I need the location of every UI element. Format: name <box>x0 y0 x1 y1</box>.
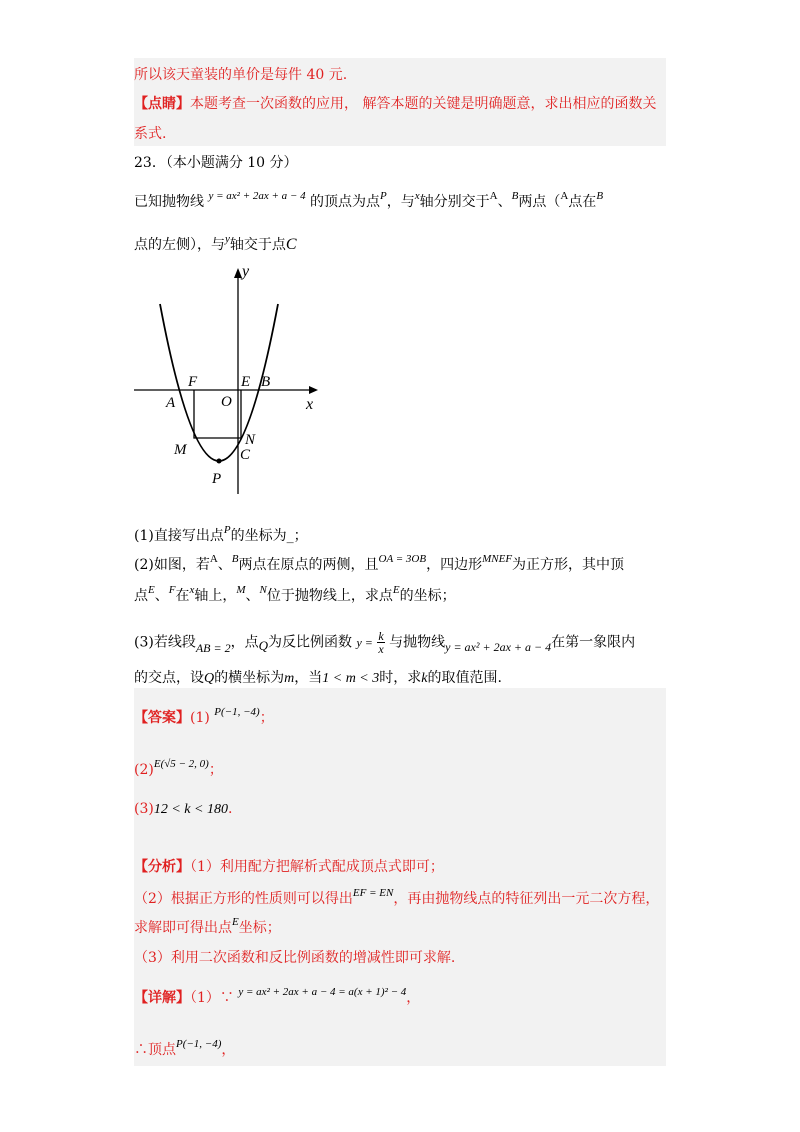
point-m: M <box>236 584 246 596</box>
point-b: B <box>231 553 239 565</box>
point-a: A <box>560 190 569 202</box>
question-3 <box>134 630 635 655</box>
parabola-equation: y = ax² + 2ax + a − 4 <box>445 639 552 654</box>
stem-text: ，与 <box>386 194 415 210</box>
answer-1 <box>134 708 274 729</box>
stem-text: 的顶点为点 <box>310 194 381 210</box>
analysis-text: （1）利用配方把解析式配成顶点式即可； <box>190 859 444 875</box>
analysis-line-2 <box>134 889 659 910</box>
q1-text: (1)直接写出点 <box>134 528 224 544</box>
point-c: C <box>285 236 297 253</box>
point-n: N <box>259 584 267 596</box>
q2-text: ，四边形 <box>426 557 483 573</box>
stem-line-2 <box>134 235 297 256</box>
therefore-text: ∴顶点 <box>134 1042 176 1058</box>
label-x: x <box>306 396 314 413</box>
point-b: B <box>596 190 604 202</box>
prev-comment <box>134 94 656 114</box>
square-name: MNEF <box>482 553 513 565</box>
q1-text: 的坐标为_； <box>230 528 308 544</box>
q2-text: 为正方形，其中顶 <box>512 557 625 573</box>
q2-text: 位于抛物线上，求点 <box>266 588 393 604</box>
prev-conclusion: 所以该天童装的单价是每件 40 元. <box>134 67 348 83</box>
vertex-point <box>217 459 222 464</box>
answer-2 <box>134 760 223 781</box>
label-y: y <box>242 263 250 280</box>
analysis-tag: 【分析】 <box>134 859 190 875</box>
point-q: Q <box>258 637 268 653</box>
q2-text: 在 <box>175 588 190 604</box>
answer-2-value: E(√5 − 2, 0) <box>153 758 209 770</box>
stem-line-1 <box>134 192 603 213</box>
x-var: x <box>189 584 195 596</box>
answer-punct: ； <box>259 710 274 726</box>
answer-num: (1) <box>190 710 210 726</box>
q2-text: 、 <box>217 557 232 573</box>
point-b: B <box>511 190 519 202</box>
var-k: k <box>421 671 428 686</box>
stem-text: 点在 <box>568 194 597 210</box>
answer-1-value: P(−1, −4) <box>214 706 260 718</box>
problem-header: 23．（本小题满分 10 分） <box>134 155 298 171</box>
label-a: A <box>166 395 176 411</box>
oa-eq: OA = 3OB <box>378 553 427 565</box>
q3-text: ，当 <box>294 670 323 686</box>
detail-line-1 <box>134 988 420 1009</box>
answer-3-value: 12 < k < 180 <box>153 802 228 817</box>
label-b: B <box>261 374 271 390</box>
answer-3 <box>134 799 232 820</box>
q3-text: 的交点，设 <box>134 670 204 686</box>
q3-text: 时，求 <box>379 670 422 686</box>
comment-line1: 本题考查一次函数的应用， 解答本题的关键是明确题意，求出相应的函数关 <box>190 96 657 112</box>
x-axis-arrow <box>309 386 318 394</box>
q2-text: 的坐标； <box>399 588 456 604</box>
vertex-value: P(−1, −4) <box>176 1038 222 1050</box>
q2-text: 、 <box>245 588 260 604</box>
ab-eq: AB = 2 <box>195 640 231 655</box>
point-e: E <box>148 584 155 596</box>
question-2 <box>134 555 624 576</box>
detail-line-2 <box>134 1040 235 1061</box>
label-n: N <box>245 432 256 448</box>
point-f: F <box>168 584 176 596</box>
fraction-denominator: x <box>378 642 384 656</box>
detail-tag: 【详解】 <box>134 990 190 1006</box>
detail-punct: ， <box>221 1042 236 1058</box>
q2-text: 两点在原点的两侧，且 <box>238 557 379 573</box>
fraction-k-over-x <box>377 630 384 655</box>
stem-text: 已知抛物线 <box>134 194 204 210</box>
label-o: O <box>221 394 232 410</box>
var-m: m <box>284 671 295 686</box>
y-var: y <box>225 233 230 245</box>
point-p: P <box>380 190 387 202</box>
answer-num: (2) <box>134 762 154 778</box>
q2-text: (2)如图，若 <box>134 557 210 573</box>
point-a: A <box>489 190 498 202</box>
analysis-text: 坐标； <box>238 920 281 936</box>
q2-text: 、 <box>154 588 169 604</box>
ef-en-eq: EF = EN <box>352 887 394 899</box>
answer-punct: ； <box>208 762 223 778</box>
question-2-line-2 <box>134 586 456 607</box>
prev-comment-line2: 系式. <box>134 126 167 142</box>
solution-band-bottom <box>134 688 666 1066</box>
stem-text: 轴分别交于 <box>419 194 490 210</box>
q3-text: 在第一象限内 <box>551 634 636 651</box>
detail-text: （1） <box>190 990 220 1006</box>
point-e: E <box>392 584 400 596</box>
comment-tag: 【点睛】 <box>134 96 190 112</box>
label-p: P <box>212 471 222 487</box>
x-var: x <box>414 190 420 202</box>
answer-punct: . <box>227 801 233 817</box>
y-equals: y = <box>356 635 373 650</box>
q2-text: 轴上， <box>194 588 237 604</box>
analysis-line-1 <box>134 857 444 877</box>
y-axis-arrow <box>234 268 242 278</box>
q2-text: 点 <box>134 588 148 604</box>
q3-text: 为反比例函数 <box>268 634 352 651</box>
q3-text: ，点 <box>230 634 259 651</box>
vertex-form-equation: y = ax² + 2ax + a − 4 = a(x + 1)² − 4 <box>238 986 407 998</box>
label-f: F <box>188 374 198 390</box>
stem-text: 轴交于点 <box>229 237 286 253</box>
point-a: A <box>209 553 218 565</box>
parabola-equation: y = ax² + 2ax + a − 4 <box>208 190 306 202</box>
q3-text: (3)若线段 <box>134 634 196 651</box>
analysis-text: （2）根据正方形的性质则可以得出 <box>134 891 353 907</box>
analysis-text: ，再由抛物线点的特征列出一元二次方程， <box>393 891 660 907</box>
label-c: C <box>240 447 251 463</box>
analysis-text: 求解即可得出点 <box>134 920 232 936</box>
because-symbol: ∵ <box>219 990 234 1006</box>
parabola-figure <box>128 258 328 498</box>
question-3-line-2 <box>134 668 502 689</box>
answer-tag: 【答案】 <box>134 710 190 726</box>
fraction-numerator: k <box>378 629 384 643</box>
q3-text: 的取值范围. <box>427 670 502 686</box>
q3-text: 的横坐标为 <box>214 670 285 686</box>
label-e: E <box>241 374 251 390</box>
point-q: Q <box>204 671 215 686</box>
point-p: P <box>223 524 231 536</box>
q3-text: 与抛物线 <box>389 634 446 651</box>
analysis-line-4: （3）利用二次函数和反比例函数的增减性即可求解. <box>134 950 456 966</box>
stem-text: 、 <box>497 194 512 210</box>
question-1 <box>134 526 308 547</box>
answer-num: (3) <box>134 801 154 817</box>
detail-punct: ， <box>406 990 421 1006</box>
stem-text: 两点（ <box>518 194 561 210</box>
label-m: M <box>174 442 187 458</box>
stem-text: 点的左侧），与 <box>134 237 225 253</box>
analysis-line-3 <box>134 918 281 939</box>
square-mnef <box>194 390 241 438</box>
point-e: E <box>232 916 239 928</box>
m-range: 1 < m < 3 <box>322 671 380 686</box>
